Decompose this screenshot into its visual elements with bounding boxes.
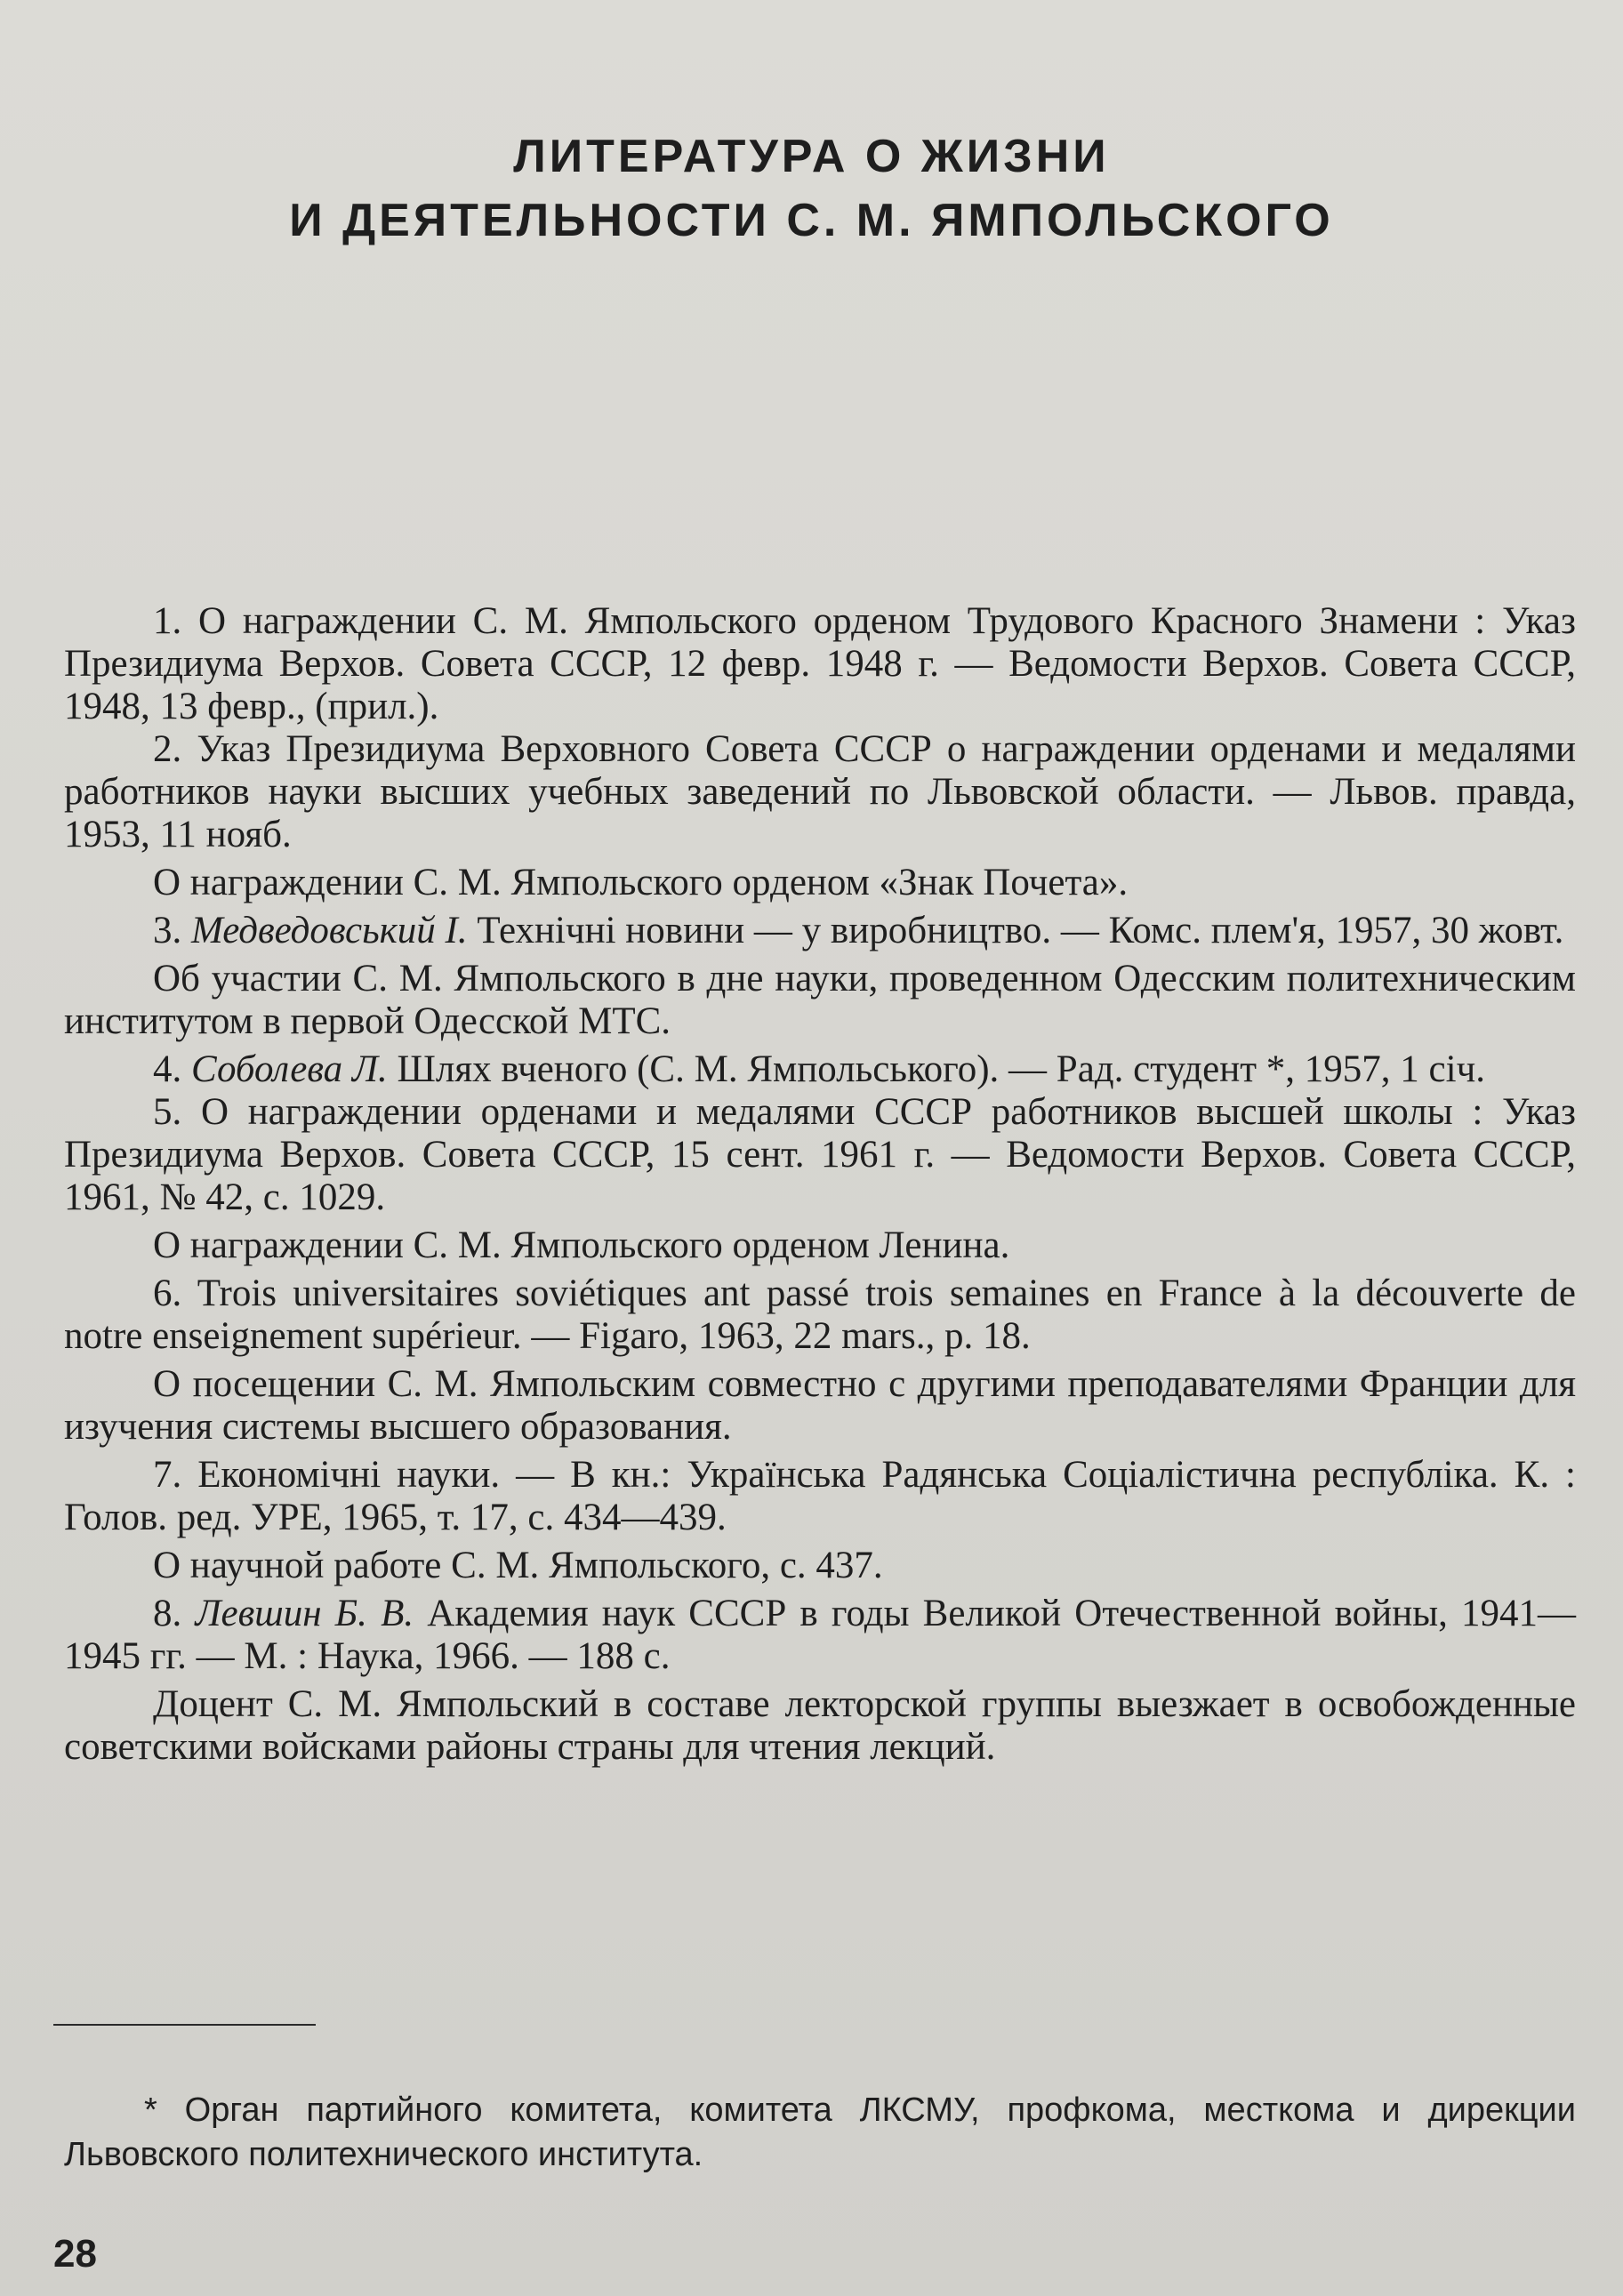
entry-number: 6.	[153, 1272, 182, 1314]
entry-reference	[64, 1048, 1576, 1091]
entry-number: 5.	[153, 1091, 182, 1133]
entry-number: 8.	[153, 1593, 182, 1634]
entry-annotation: О научной работе С. М. Ямпольского, с. 437.	[153, 1545, 883, 1586]
entry-text: Указ Президиума Верховного Совета СССР о награждении орденами и медалями работников науки высших учебных заведений по Львовской области. — Львов. правда, 1953, 11 нояб.	[64, 728, 1577, 855]
bibliography-entry-4	[64, 1048, 1576, 1091]
entry-annotation: Об участии С. М. Ямпольского в дне науки, проведенном Одесским политехническим институтом в первой Одесской МТС.	[64, 958, 1576, 1042]
bibliography-entry-5	[64, 1091, 1576, 1267]
entry-annotation: О награждении С. М. Ямпольского орденом Ленина.	[153, 1224, 1010, 1266]
page-title	[0, 124, 1623, 253]
entry-number: 7.	[153, 1454, 182, 1496]
entry-number: 1.	[153, 600, 182, 642]
entry-annotation: Доцент С. М. Ямпольский в составе лекторской группы выезжает в освобожденные советскими войсками районы страны для чтения лекций.	[64, 1683, 1576, 1768]
entry-reference	[64, 1272, 1576, 1358]
entry-author: Медведовський І.	[191, 910, 468, 951]
entry-number: 3.	[153, 910, 182, 951]
page-number: 28	[53, 2232, 97, 2276]
footnote-divider	[53, 2024, 316, 2026]
entry-text: Економічні науки. — В кн.: Українська Радянська Соціалістична республіка. К. : Голов. ред. УРЕ, 1965, т. 17, с. 434—439.	[64, 1454, 1577, 1538]
entry-reference	[64, 1454, 1576, 1539]
bibliography-entry-7	[64, 1454, 1576, 1587]
entry-number: 2.	[153, 728, 182, 770]
entry-annotation: О посещении С. М. Ямпольским совместно с другими преподавателями Франции для изучения системы высшего образования.	[64, 1363, 1576, 1448]
entry-text: Технічні новини — у виробництво. — Комс. плем'я, 1957, 30 жовт.	[477, 910, 1564, 951]
entry-reference	[64, 910, 1576, 952]
bibliography-entry-8	[64, 1593, 1576, 1769]
entry-reference	[64, 728, 1576, 856]
entry-author: Левшин Б. В.	[195, 1593, 414, 1634]
entry-annotation: О награждении С. М. Ямпольского орденом «Знак Почета».	[153, 862, 1129, 903]
entry-text: Шлях вченого (С. М. Ямпольського). — Рад. студент *, 1957, 1 січ.	[397, 1048, 1485, 1090]
footnote: * Орган партийного комитета, комитета ЛКСМУ, профкома, месткома и дирекции Львовского политехнического института.	[64, 2091, 1576, 2173]
title-line-2: И ДЕЯТЕЛЬНОСТИ С. М. ЯМПОЛЬСКОГО	[289, 195, 1334, 246]
entry-text: О награждении орденами и медалями СССР работников высшей школы : Указ Президиума Верхов. Совета СССР, 15 сент. 1961 г. — Ведомости Верхов. Совета СССР, 1961, № 42, с. 1029.	[64, 1091, 1576, 1218]
entry-author: Соболева Л.	[191, 1048, 388, 1090]
entry-text: Trois universitaires soviétiques ant passé trois semaines en France à la découverte de notre enseignement supérieur. — Figaro, 1963, 22 mars., p. 18.	[64, 1272, 1576, 1357]
bibliography-entry-3	[64, 910, 1576, 1043]
entry-number: 4.	[153, 1048, 182, 1090]
bibliography-entry-6	[64, 1272, 1576, 1449]
title-line-1: ЛИТЕРАТУРА О ЖИЗНИ	[513, 131, 1110, 182]
entry-text: Академия наук СССР в годы Великой Отечественной войны, 1941—1945 гг. — М. : Наука, 1966. — 188 с.	[64, 1593, 1577, 1677]
bibliography-entry-2	[64, 728, 1576, 904]
entry-reference	[64, 600, 1576, 728]
entry-text: О награждении С. М. Ямпольского орденом Трудового Красного Знамени : Указ Президиума Верхов. Совета СССР, 12 февр. 1948 г. — Ведомости Верхов. Совета СССР, 1948, 13 февр., (прил.).	[64, 600, 1576, 727]
bibliography-entry-1	[64, 600, 1576, 728]
bibliography-list	[64, 600, 1576, 1774]
entry-reference	[64, 1593, 1576, 1678]
entry-reference	[64, 1091, 1576, 1219]
